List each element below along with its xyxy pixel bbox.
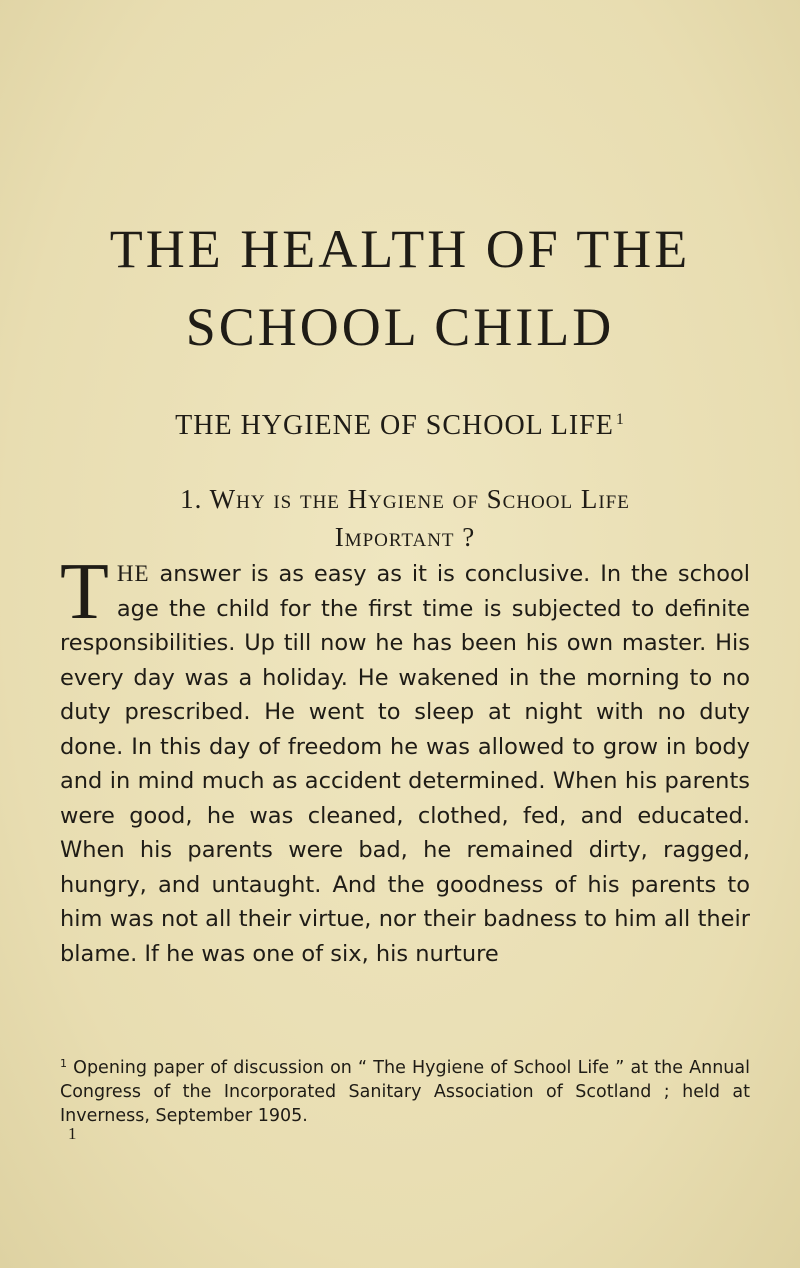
page-number: 1	[68, 1124, 77, 1143]
section-heading-line-2: Important ?	[334, 522, 476, 552]
section-heading-line-1: 1. Why is the Hygiene of School Life	[180, 484, 630, 514]
footnote-marker: 1	[60, 1057, 67, 1070]
footnote-text: Opening paper of discussion on “ The Hygiene of School Life ” at the Annual Congress of the Incorporated Sanitary Association of Scotland ; held at Inverness, September 1905.	[60, 1058, 750, 1126]
footnote-reference: 1	[615, 411, 625, 428]
footnote	[60, 1052, 750, 1128]
lead-in: HE	[116, 561, 150, 586]
drop-cap: T	[60, 548, 109, 636]
body-paragraph	[60, 548, 750, 971]
paragraph-text: answer is as easy as it is conclusive. In the school age the child for the first time is subjected to definite responsibilities. Up till now he has been his own master. His every day was a holiday. He wakened in the morning to no duty prescribed. He went to sleep at night with no duty done. In this day of freedom he was allowed to grow in body and in mind much as accident determined. When his parents were good, he was cleaned, clothed, fed, and educated. When his parents were bad, he remained dirty, ragged, hungry, and untaught. And the goodness of his parents to him was not all their virtue, nor their badness to him all their blame. If he was one of six, his nurture	[60, 561, 750, 967]
title-line-2: SCHOOL CHILD	[185, 297, 615, 357]
section-heading	[60, 480, 750, 556]
title-line-1: THE HEALTH OF THE	[109, 219, 691, 279]
subtitle-text: THE HYGIENE OF SCHOOL LIFE	[175, 410, 614, 441]
chapter-subtitle	[0, 410, 800, 442]
